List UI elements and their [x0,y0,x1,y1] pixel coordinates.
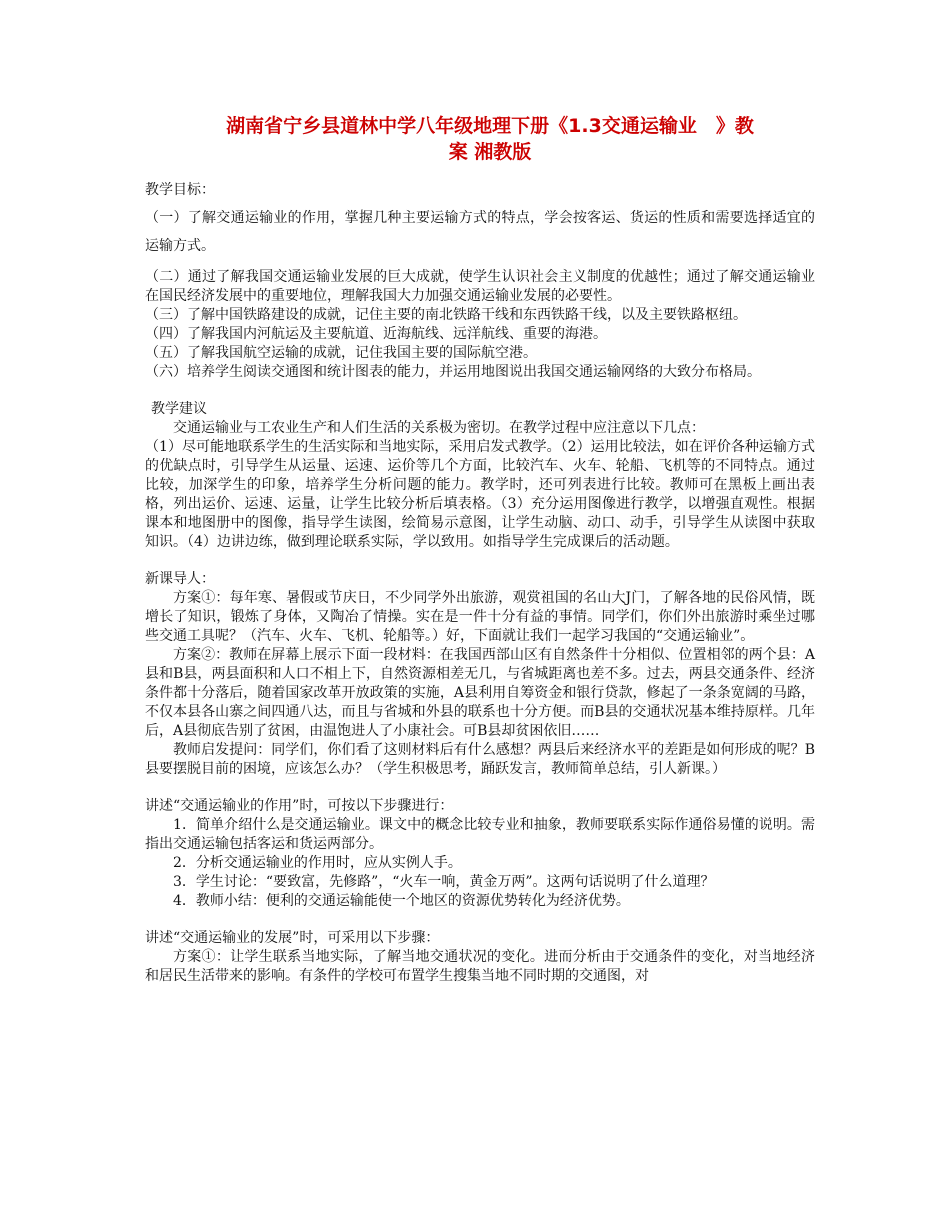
role-step: 2．分析交通运输业的作用时，应从实例人手。 [173,855,462,871]
teacher-question: 教师启发提问：同学们，你们看了这则材料后有什么感想？两县后来经济水平的差距是如何形成的呢？B县要摆脱目前的困境，应该怎么办？（学生积极思考，踊跃发言，教师简单总结，引人新课。） [145,742,815,777]
role-step: 3．学生讨论：“要致富，先修路”，“火车一响，黄金万两”。这两句话说明了什么道理？ [173,874,715,890]
role-heading: 讲述“交通运输业的作用”时，可按以下步骤进行： [145,798,454,814]
dev-plan-1: 方案①：让学生联系当地实际，了解当地交通状况的变化。进而分析由于交通条件的变化，对当地经济和居民生活带来的影响。有条件的学校可布置学生搜集当地不同时期的交通图，对 [145,949,815,984]
suggest-body: （1）尽可能地联系学生的生活实际和当地实际，采用启发式教学。（2）运用比较法，如在评价各种运输方式的优缺点时，引导学生从运量、运速、运价等几个方面，比较汽车、火车、轮船、飞机等的不同特点。通过比较，加深学生的印象，培养学生分析问题的能力。教学时，还可列表进行比较。教师可在黑板上画出表格，列出运价、运速、运量，让学生比较分析后填表格。（3）充分运用图像进行教学，以增强直观性。根据课本和地图册中的图像，指导学生读图，绘简易示意图，让学生动脑、动口、动手，引导学生从读图中获取知识。（4）边讲边练，做到理论联系实际，学以致用。如指导学生完成课后的活动题。 [145,439,815,550]
goals-heading: 教学目标： [145,182,215,198]
role-step: 1．简单介绍什么是交通运输业。课文中的概念比较专业和抽象，教师要联系实际作通俗易懂的说明。需指出交通运输包括客运和货运两部分。 [145,817,815,852]
intro-plan-2: 方案②：教师在屏幕上展示下面一段材料：在我国西部山区有自然条件十分相似、位置相邻的两个县：A县和B县，两县面积和人口不相上下，自然资源相差无几，与省城距离也差不多。过去，两县交通条件、经济条件都十分落后，随着国家改革开放政策的实施，A县利用自筹资金和银行贷款，修起了一条条宽阔的马路，不仅本县各山寨之间四通八达，而且与省城和外县的联系也十分方便。而B县的交通状况基本维持原样。几年后，A县彻底告别了贫困，由温饱进人了小康社会。可B县却贫困依旧…… [145,647,815,739]
document-title [150,113,830,165]
document-body [145,181,815,986]
goal-item: （六）培养学生阅读交通图和统计图表的能力，并运用地图说出我国交通运输网络的大致分布格局。 [145,364,761,380]
dev-heading: 讲述“交通运输业的发展”时，可采用以下步骤： [145,930,440,946]
goal-item: （五）了解我国航空运输的成就，记住我国主要的国际航空港。 [145,345,537,361]
intro-plan-1: 方案①：每年寒、暑假或节庆日，不少同学外出旅游，观赏祖国的名山大J门，了解各地的民俗风情，既增长了知识，锻炼了身体，又陶冶了情操。实在是一件十分有益的事情。同学们，你们外出旅游时乘坐过哪些交通工具呢？（汽车、火车、飞机、轮船等。）好，下面就让我们一起学习我国的“交通运输业”。 [145,590,815,644]
goal-item: （一）了解交通运输业的作用，掌握几种主要运输方式的特点，学会按客运、货运的性质和需要选择适宜的运输方式。 [145,210,815,254]
intro-heading: 新课导人： [145,571,215,587]
title-line-1: 湖南省宁乡县道林中学八年级地理下册《1.3交通运输业 》教 [226,115,754,137]
role-step: 4．教师小结：便利的交通运输能使一个地区的资源优势转化为经济优势。 [173,893,630,909]
title-line-2: 案 湘教版 [448,141,532,163]
goal-item: （三）了解中国铁路建设的成就，记住主要的南北铁路干线和东西铁路干线，以及主要铁路枢纽。 [145,307,747,323]
goal-item: （四）了解我国内河航运及主要航道、近海航线、远洋航线、重要的海港。 [145,326,607,342]
suggest-intro: 交通运输业与工农业生产和人们生活的关系极为密切。在教学过程中应注意以下几点： [173,420,705,436]
goal-item: （二）通过了解我国交通运输业发展的巨大成就，使学生认识社会主义制度的优越性；通过了解交通运输业在国民经济发展中的重要地位，理解我国大力加强交通运输业发展的必要性。 [145,269,815,304]
suggest-heading: 教学建议 [151,401,207,417]
